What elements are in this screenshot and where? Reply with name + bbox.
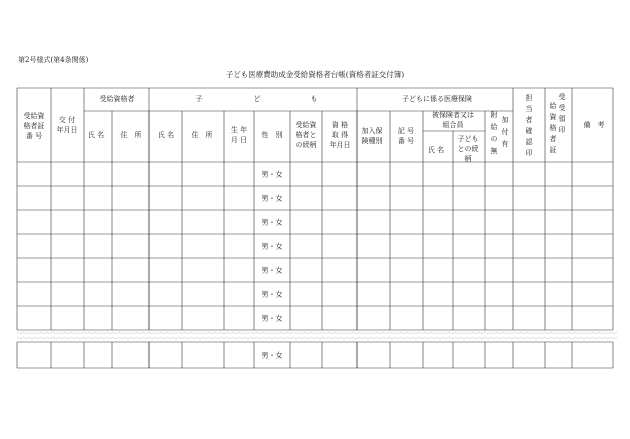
header-dependent-4: 附 xyxy=(490,111,498,119)
header-child-acquired-2: 取 得 xyxy=(331,131,349,139)
header-receipt-3: 資 xyxy=(549,113,557,121)
header-dependent-1: 加 xyxy=(501,116,509,124)
header-insured-group-1: 被保険者又は xyxy=(432,111,474,119)
header-officer-5: 認 xyxy=(525,138,533,146)
header-child-name: 氏 名 xyxy=(157,131,175,139)
header-insured-group-2: 組合員 xyxy=(442,121,464,129)
header-receipt-8: 領 xyxy=(558,115,566,123)
row-sex-label: 男・女 xyxy=(261,194,283,203)
row-sex-label: 男・女 xyxy=(261,314,283,323)
header-child-group-2: ど xyxy=(253,95,261,103)
header-dependent-3: 有 xyxy=(501,140,509,148)
header-child-relation-1: 受給資 xyxy=(295,121,317,129)
header-child-group-3: も xyxy=(310,95,318,103)
header-dependent-6: の xyxy=(490,135,498,143)
header-child-acquired-1: 資 格 xyxy=(331,121,349,129)
row-sex-label: 男・女 xyxy=(261,218,283,227)
row-sex-label: 男・女 xyxy=(261,170,283,179)
header-child-birth-2: 月 日 xyxy=(230,136,248,144)
header-issue-date-1: 交 付 xyxy=(58,116,76,124)
header-dependent-7: 無 xyxy=(490,147,498,155)
header-cert-no-1: 受給資 xyxy=(23,112,45,120)
header-officer-3: 者 xyxy=(525,116,533,124)
header-child-relation-3: の続柄 xyxy=(295,141,317,149)
header-officer-1: 担 xyxy=(525,94,533,102)
header-insurance-symbol-2: 番 号 xyxy=(397,137,415,145)
header-child-acquired-3: 年月日 xyxy=(329,141,351,149)
header-cert-no-3: 番 号 xyxy=(25,132,43,140)
header-child-address: 住 所 xyxy=(191,131,213,139)
header-insured-name: 氏 名 xyxy=(427,146,445,154)
header-child-sex: 性 別 xyxy=(261,131,283,139)
header-insured-relation-1: 子ども xyxy=(457,135,479,143)
header-officer-2: 当 xyxy=(525,105,533,113)
row-sex-label: 男・女 xyxy=(261,290,283,299)
header-dependent-2: 付 xyxy=(501,128,509,136)
header-officer-6: 印 xyxy=(525,149,533,157)
header-dependent-5: 給 xyxy=(490,123,498,131)
header-child-relation-2: 格者と xyxy=(295,131,317,139)
table-headers xyxy=(24,92,605,163)
break-marker xyxy=(17,332,617,334)
header-insurance-symbol-1: 記 号 xyxy=(397,127,415,135)
break-marker xyxy=(17,337,617,339)
header-recipient-name: 氏 名 xyxy=(87,131,105,139)
header-issue-date-2: 年月日 xyxy=(56,126,78,134)
header-remarks: 備 考 xyxy=(583,121,605,129)
header-insured-relation-3: 柄 xyxy=(464,155,472,163)
header-recipient-address: 住 所 xyxy=(120,131,142,139)
header-child-birth-1: 生 年 xyxy=(230,126,248,134)
header-insured-relation-2: との続 xyxy=(457,145,479,153)
header-receipt-5: 者 xyxy=(549,135,557,143)
row-sex-label: 男・女 xyxy=(261,242,283,251)
row-sex-label: 男・女 xyxy=(261,266,283,275)
document-title: 子ども医療費助成金受給資格者台帳(資格者証交付簿) xyxy=(225,70,405,79)
header-insurance-type-1: 加入保 xyxy=(361,127,383,135)
header-receipt-2: 給 xyxy=(549,102,557,110)
header-receipt-9: 印 xyxy=(558,126,566,134)
header-receipt-6: 証 xyxy=(549,146,557,154)
header-recipient-group: 受給資格者 xyxy=(99,95,135,103)
header-officer-4: 確 xyxy=(525,127,533,135)
row-sex-labels xyxy=(262,170,283,360)
header-receipt-4: 格 xyxy=(549,124,557,132)
form-number: 第2号様式(第4条関係) xyxy=(18,56,89,64)
header-cert-no-2: 格者証 xyxy=(23,122,45,130)
header-insurance-type-2: 険種別 xyxy=(361,137,383,145)
header-receipt-7: 受 xyxy=(558,104,566,112)
row-sex-label: 男・女 xyxy=(261,351,283,360)
header-child-group-1: 子 xyxy=(195,95,203,103)
header-receipt-1: 受 xyxy=(558,93,566,101)
header-insurance-group: 子どもに係る医療保険 xyxy=(402,95,472,103)
